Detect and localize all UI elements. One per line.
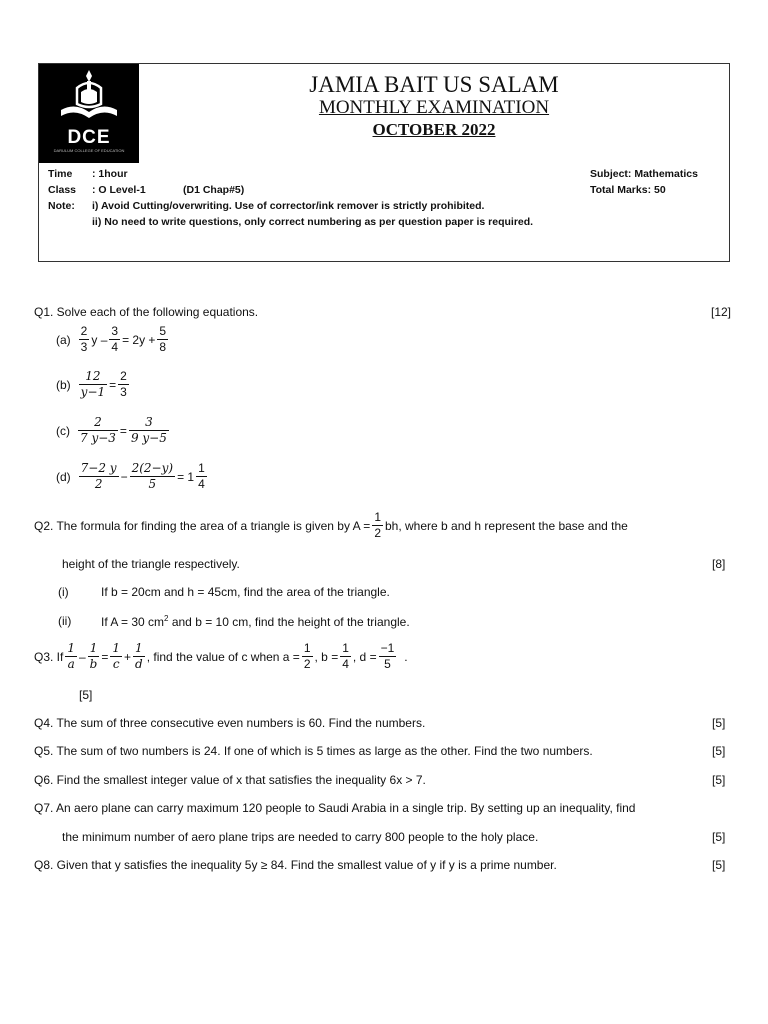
- fraction: $\frac{3}{4}$: [111, 324, 119, 354]
- school-logo: [39, 64, 139, 163]
- fraction: $\frac{1}{b}$: [89, 641, 98, 671]
- class-value: : O Level-1: [92, 184, 146, 196]
- fraction: $\frac{1}{4}$: [342, 641, 349, 671]
- q3-text-cont: , find the value of c when a =: [146, 649, 300, 664]
- q3-line: Q3. If $\frac{1}{a}$ – $\frac{1}{b}$ = $\frac{1}{c}$ + $\frac{1}{d}$ , find the value of c when a = $\frac{1}{2}$ , b = $\frac{1}{4}$ , d = $\frac{-1}{5}$ .: [34, 641, 408, 671]
- q6-marks: [5]: [712, 773, 726, 787]
- q1d-term: = 1: [177, 469, 195, 484]
- fraction: $\frac{2}{3}$: [80, 324, 88, 354]
- q1-part-b: [56, 369, 131, 400]
- fraction: $\frac{2}{7 y-3}$: [80, 415, 116, 445]
- exam-month: OCTOBER 2022: [372, 120, 496, 139]
- q2-text-cont: bh, where b and h represent the base and the: [385, 518, 628, 533]
- q4-text: Q4. The sum of three consecutive even numbers is 60. Find the numbers.: [34, 716, 426, 730]
- logo-text: DCE: [67, 127, 111, 148]
- class-chapter: (D1 Chap#5): [183, 184, 245, 196]
- q1-text: Q1. Solve each of the following equations.: [34, 305, 259, 319]
- q1d-label: (d): [56, 469, 71, 484]
- q1-part-a: [56, 324, 170, 355]
- exam-header: [38, 63, 730, 262]
- class-label: Class: [48, 184, 77, 196]
- q1-marks: [12]: [711, 305, 732, 319]
- q7-marks: [5]: [712, 830, 726, 844]
- fraction: $\frac{2(2-y)}{5}$: [131, 461, 174, 491]
- q2-marks: [8]: [712, 557, 726, 571]
- fraction: $\frac{3}{9 y-5}$: [130, 415, 167, 445]
- subject: Subject: Mathematics: [590, 168, 698, 180]
- fraction: $\frac{12}{y-1}$: [80, 369, 106, 399]
- fraction: $\frac{5}{8}$: [159, 324, 167, 354]
- q1a-term: y –: [91, 332, 108, 347]
- q1a-label: (a): [56, 332, 71, 347]
- time-label: Time: [48, 168, 73, 180]
- logo-subtext: DARULUM COLLEGE OF EDUCATION: [53, 148, 125, 153]
- q2-i-label: (i): [58, 585, 69, 599]
- q2-i-text: If b = 20cm and h = 45cm, find the area of the triangle.: [101, 585, 390, 599]
- q8-marks: [5]: [712, 858, 726, 872]
- emblem-icon: [39, 64, 139, 126]
- q3-marks: [5]: [79, 688, 93, 702]
- fraction: $\frac{2}{3}$: [120, 369, 127, 399]
- q1c-term: =: [119, 423, 127, 438]
- q1c-label: (c): [56, 423, 70, 438]
- note-line-1: i) Avoid Cutting/overwriting. Use of corrector/ink remover is strictly prohibited.: [92, 200, 485, 212]
- total-marks: Total Marks: 50: [590, 184, 666, 196]
- q2-ii-label: (ii): [58, 614, 72, 628]
- fraction: $\frac{1}{a}$: [67, 641, 75, 671]
- q2-ii-text: If A = 30 $cm^2$ and b = 10 cm, find the height of the triangle.: [101, 614, 410, 629]
- q1b-term: =: [109, 377, 117, 392]
- q1b-label: (b): [56, 377, 71, 392]
- q5-marks: [5]: [712, 744, 726, 758]
- q2-line-2: height of the triangle respectively.: [62, 557, 240, 571]
- q2-text: Q2. The formula for finding the area of a triangle is given by A =: [34, 518, 371, 533]
- exam-title: MONTHLY EXAMINATION: [318, 97, 550, 118]
- fraction: $\frac{-1}{5}$: [380, 641, 395, 671]
- q7-text-line-2: the minimum number of aero plane trips are needed to carry 800 people to the holy place.: [62, 830, 539, 844]
- q1d-term: −: [120, 469, 128, 484]
- q2-line-1: [34, 510, 628, 541]
- fraction: $\frac{1}{2}$: [374, 510, 381, 540]
- q1a-term: = 2y +: [122, 332, 156, 347]
- q8-text: Q8. Given that y satisfies the inequality 5y ≥ 84. Find the smallest value of y if y is a prime number.: [34, 858, 557, 872]
- q3-text: Q3. If: [34, 649, 64, 664]
- q4-marks: [5]: [712, 716, 726, 730]
- q1-part-d: [56, 461, 209, 492]
- q1-part-c: [56, 415, 171, 446]
- fraction: $\frac{7-2 y}{2}$: [80, 461, 117, 491]
- q6-text: Q6. Find the smallest integer value of x that satisfies the inequality 6x > 7.: [34, 773, 426, 787]
- note-label: Note:: [48, 200, 75, 212]
- school-name: JAMIA BAIT US SALAM: [309, 72, 559, 97]
- note-line-2: ii) No need to write questions, only correct numbering as per question paper is required.: [92, 216, 534, 228]
- q7-text: Q7. An aero plane can carry maximum 120 people to Saudi Arabia in a single trip. By setting up an inequality, find: [34, 801, 636, 815]
- fraction: $\frac{1}{4}$: [198, 461, 205, 491]
- time-value: : 1hour: [92, 168, 128, 180]
- fraction: $\frac{1}{2}$: [303, 641, 311, 671]
- fraction: $\frac{1}{c}$: [112, 641, 121, 671]
- fraction: $\frac{1}{d}$: [135, 641, 143, 671]
- q5-text: Q5. The sum of two numbers is 24. If one of which is 5 times as large as the other. Find the two numbers.: [34, 744, 593, 758]
